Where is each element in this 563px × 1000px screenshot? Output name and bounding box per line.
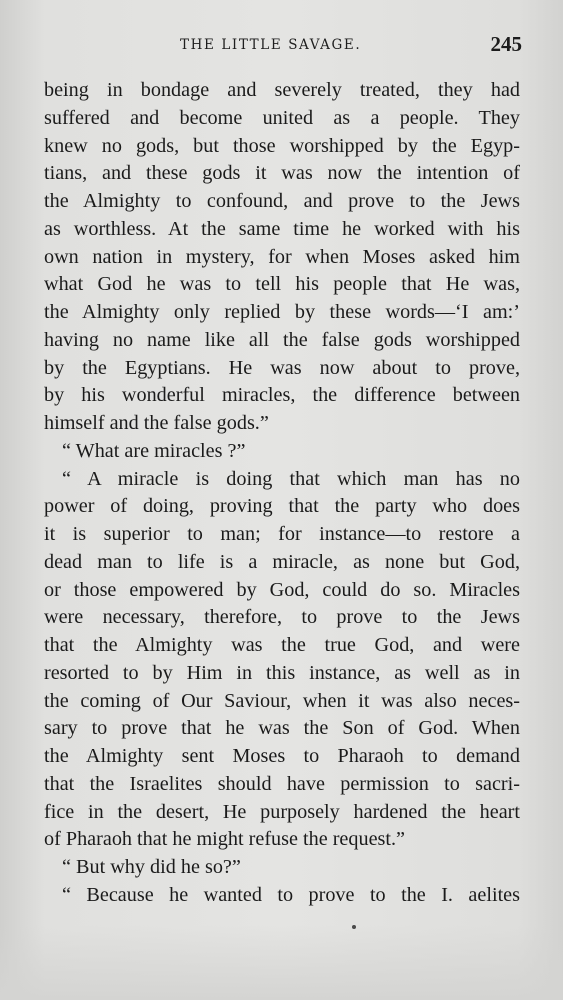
text-line: by the Egyptians. He was now about to prove, [44, 356, 520, 379]
text-line: it is superior to man; for instance—to restore a [44, 523, 520, 545]
ink-speck [352, 925, 356, 929]
text-line: “ What are miracles ?” [62, 439, 246, 462]
body-text [44, 77, 520, 910]
text-line: “ But why did he so?” [62, 856, 241, 878]
text-line: being in bondage and severely treated, they had [44, 79, 520, 101]
text-line: own nation in mystery, for when Moses asked him [44, 245, 520, 268]
text-line: the coming of Our Saviour, when it was also neces- [44, 689, 520, 712]
text-line: by his wonderful miracles, the difference between [44, 384, 520, 407]
page-header [44, 30, 522, 60]
text-line: having no name like all the false gods worshipped [44, 328, 520, 351]
text-line: suffered and become united as a people. They [44, 106, 520, 129]
text-line: what God he was to tell his people that He was, [44, 273, 520, 296]
text-line: that the Israelites should have permission to sacri- [44, 772, 520, 795]
text-line: the Almighty sent Moses to Pharaoh to demand [44, 745, 520, 767]
running-title: THE LITTLE SAVAGE. [180, 37, 362, 53]
text-line: sary to prove that he was the Son of God. When [44, 717, 520, 740]
text-line: resorted to by Him in this instance, as well as in [44, 661, 520, 684]
text-line: tians, and these gods it was now the intention of [44, 162, 520, 185]
text-line: “ Because he wanted to prove to the I. aelites [62, 883, 520, 906]
text-line: of Pharaoh that he might refuse the request.” [44, 828, 406, 851]
text-line: the Almighty only replied by these words—‘I am:’ [44, 301, 520, 323]
text-line: were necessary, therefore, to prove to the Jews [44, 606, 520, 629]
text-line: knew no gods, but those worshipped by the Egyp- [44, 134, 520, 157]
text-line: the Almighty to confound, and prove to the Jews [44, 190, 520, 212]
text-line: or those empowered by God, could do so. Miracles [44, 578, 520, 601]
text-line: power of doing, proving that the party who does [44, 495, 520, 518]
text-line: as worthless. At the same time he worked with his [44, 217, 520, 240]
text-line: himself and the false gods.” [44, 412, 269, 434]
page-number: 245 [490, 32, 522, 56]
text-line: dead man to life is a miracle, as none but God, [44, 550, 520, 573]
text-line: that the Almighty was the true God, and were [44, 634, 520, 656]
text-line: fice in the desert, He purposely hardened the heart [44, 800, 520, 823]
page-bottom-shadow [0, 925, 563, 1000]
text-line: “ A miracle is doing that which man has no [62, 467, 520, 490]
